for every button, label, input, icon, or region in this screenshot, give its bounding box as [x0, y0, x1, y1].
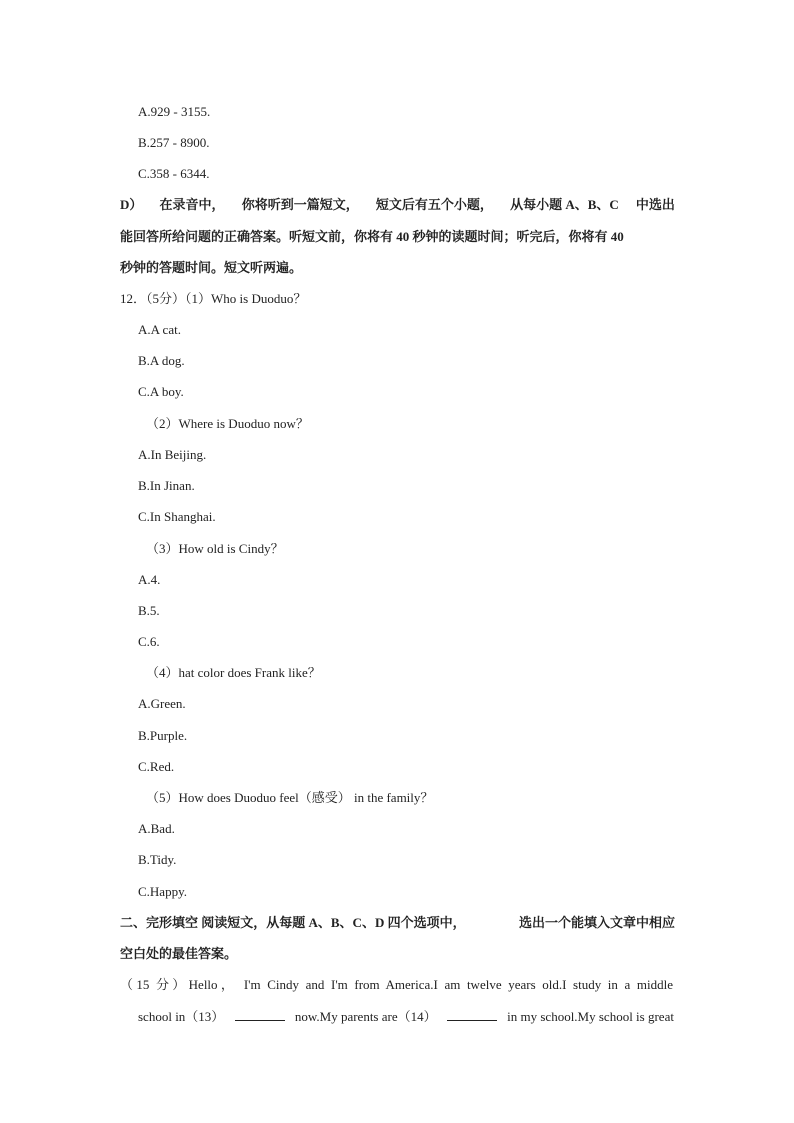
section2-part: 选出一个能填入文章中相应 — [518, 915, 675, 930]
section2-part: 二、完形填空 阅读短文，从每题 A、B、C、D 四个选项中， — [120, 915, 466, 930]
q12-3-option-b: B.5. — [138, 603, 160, 618]
section-d-instructions-line2: 能回答所给问题的正确答案。听短文前，你将有 40 秒钟的读题时间；听完后，你将有 40 — [120, 229, 624, 244]
q12-3-question: （3）How old is Cindy？ — [146, 541, 284, 556]
q12-4-question: （4）hat color does Frank like？ — [146, 665, 321, 680]
q12-1-option-c: C.A boy. — [138, 384, 184, 399]
q12-2-question: （2）Where is Duoduo now？ — [146, 416, 309, 431]
section-d-instructions-line3: 秒钟的答题时间。短文听两遍。 — [120, 260, 303, 275]
section-d-instructions-line1 — [120, 196, 675, 214]
q12-5-option-b: B.Tidy. — [138, 852, 177, 867]
q12-2-option-b: B.In Jinan. — [138, 478, 195, 493]
q12-1-option-a: A.A cat. — [138, 322, 181, 337]
q12-4-option-a: A.Green. — [138, 696, 186, 711]
q11-option-b: B.257 - 8900. — [138, 135, 210, 150]
q11-option-a: A.929 - 3155. — [138, 104, 211, 119]
passage-segment: now.My parents are（14） — [294, 1009, 437, 1024]
q12-3-option-a: A.4. — [138, 572, 161, 587]
q12-2-option-c: C.In Shanghai. — [138, 509, 216, 524]
q12-2-option-a: A.In Beijing. — [138, 447, 207, 462]
blank-14[interactable] — [447, 1008, 497, 1021]
section-d-part: 中选出 — [635, 197, 675, 212]
q12-5-option-c: C.Happy. — [138, 884, 187, 899]
section-d-part: 从每小题 A、B、C — [510, 197, 619, 212]
passage-line2 — [138, 1008, 674, 1026]
q12-4-option-b: B.Purple. — [138, 728, 188, 743]
q12-3-option-c: C.6. — [138, 634, 160, 649]
section-d-part: D） — [120, 197, 143, 212]
q12-4-option-c: C.Red. — [138, 759, 175, 774]
section-d-part: 你将听到一篇短文， — [241, 197, 359, 212]
section-d-part: 在录音中， — [159, 197, 225, 212]
q12-5-question: （5）How does Duoduo feel（感受） in the family？ — [146, 790, 434, 805]
q12-header: 12．（5分）（1）Who is Duoduo？ — [120, 291, 307, 306]
section-d-part: 短文后有五个小题， — [375, 197, 493, 212]
blank-13[interactable] — [235, 1008, 285, 1021]
passage-segment: school in（13） — [138, 1009, 225, 1024]
passage-line1: （15 分）Hello， I'm Cindy and I'm from America.I am twelve years old.I study in a middle — [120, 977, 673, 992]
passage-segment: in my school.My school is great — [507, 1009, 674, 1024]
q11-option-c: C.358 - 6344. — [138, 166, 210, 181]
section2-instructions-line1 — [120, 914, 675, 932]
q12-1-option-b: B.A dog. — [138, 353, 185, 368]
q12-5-option-a: A.Bad. — [138, 821, 175, 836]
section2-instructions-line2: 空白处的最佳答案。 — [120, 946, 238, 961]
